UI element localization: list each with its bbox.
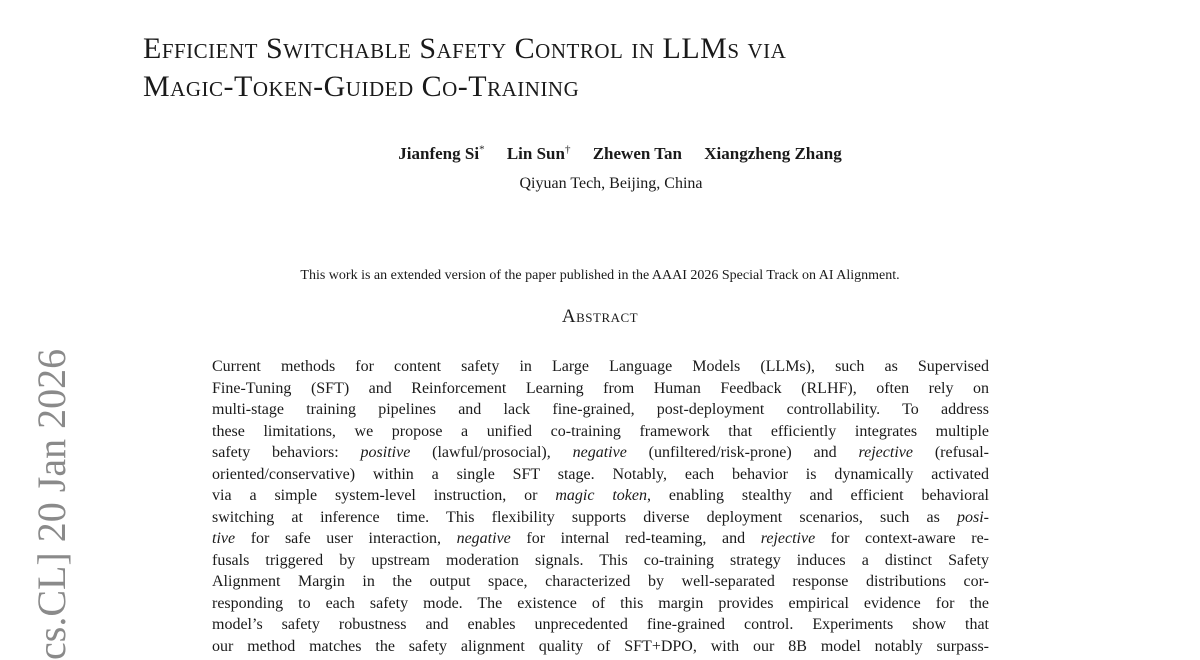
abstract-text: model’s safety robustness and enables unprecedented fine-grained control. Experiments show that (212, 616, 989, 633)
abstract-emphasis: rejective (760, 530, 816, 547)
abstract-emphasis: positive (360, 444, 411, 461)
author-3: Zhewen Tan (592, 143, 682, 163)
abstract-line (212, 485, 989, 507)
abstract-text: Fine-Tuning (SFT) and Reinforcement Learning from Human Feedback (RLHF), often rely on (212, 379, 989, 397)
abstract-line (212, 356, 989, 378)
abstract-line (212, 550, 989, 572)
abstract-line (212, 614, 989, 636)
abstract-text: fusals triggered by upstream moderation signals. This co-training strategy induces a distinct Safety (212, 551, 989, 569)
abstract-emphasis: negative (572, 444, 627, 461)
abstract-line (212, 378, 989, 400)
abstract-line (212, 571, 989, 593)
title-line-1: Efficient Switchable Safety Control in LLMs via (143, 32, 787, 65)
abstract-text: , enabling stealthy and efficient behavioral (647, 487, 989, 504)
abstract-line (212, 593, 989, 615)
abstract-line (212, 421, 989, 443)
author-2: Lin Sun† (506, 143, 571, 163)
abstract-body (212, 356, 989, 657)
author-1: Jianfeng Si* (398, 143, 485, 163)
abstract-text: our method matches the safety alignment quality of SFT+DPO, with our 8B model notably surpass- (212, 637, 989, 655)
abstract-emphasis: negative (456, 530, 511, 547)
abstract-emphasis: rejective (858, 444, 913, 461)
publication-note: This work is an extended version of the paper published in the AAAI 2026 Special Track on AI Alignment. (300, 268, 900, 283)
abstract-text: Alignment Margin in the output space, characterized by well-separated response distributions cor- (212, 573, 989, 590)
abstract-text: (unfiltered/risk-prone) and (626, 444, 859, 461)
abstract-line (212, 464, 989, 486)
abstract-line (212, 399, 989, 421)
abstract-text: responding to each safety mode. The existence of this margin provides empirical evidence for the (212, 594, 989, 612)
abstract-heading: Abstract (561, 306, 639, 327)
abstract-text: safety behaviors: (212, 444, 361, 461)
abstract-emphasis: tive (212, 530, 236, 547)
abstract-text: (refusal- (912, 444, 990, 461)
abstract-line (212, 442, 989, 464)
abstract-text: multi-stage training pipelines and lack fine-grained, post-deployment controllability. To address (212, 401, 989, 418)
paper-title (143, 30, 1143, 106)
abstract-emphasis: posi- (957, 508, 989, 526)
arxiv-stamp: cs.CL] 20 Jan 2026 (29, 348, 74, 660)
author-4: Xiangzheng Zhang (704, 143, 842, 163)
title-line-2: Magic-Token-Guided Co-Training (143, 70, 580, 103)
abstract-text: (lawful/prosocial), (410, 444, 573, 461)
abstract-text: oriented/conservative) within a single SFT stage. Notably, each behavior is dynamically activated (212, 465, 989, 483)
abstract-text: via a simple system-level instruction, or (212, 487, 556, 504)
author-list (0, 143, 1200, 164)
abstract-emphasis: magic token (555, 487, 647, 504)
affiliation: Qiyuan Tech, Beijing, China (519, 175, 703, 192)
abstract-text: Current methods for content safety in Large Language Models (LLMs), such as Supervised (212, 358, 989, 375)
abstract-line (212, 507, 989, 529)
abstract-text: for context-aware re- (815, 530, 990, 547)
abstract-text: these limitations, we propose a unified co-training framework that efficiently integrates multiple (212, 422, 989, 440)
abstract-text: for safe user interaction, (235, 530, 457, 547)
abstract-text: switching at inference time. This flexibility supports diverse deployment scenarios, such as (212, 508, 957, 526)
abstract-text: for internal red-teaming, and (510, 530, 761, 547)
abstract-line (212, 636, 989, 658)
abstract-line (212, 528, 989, 550)
